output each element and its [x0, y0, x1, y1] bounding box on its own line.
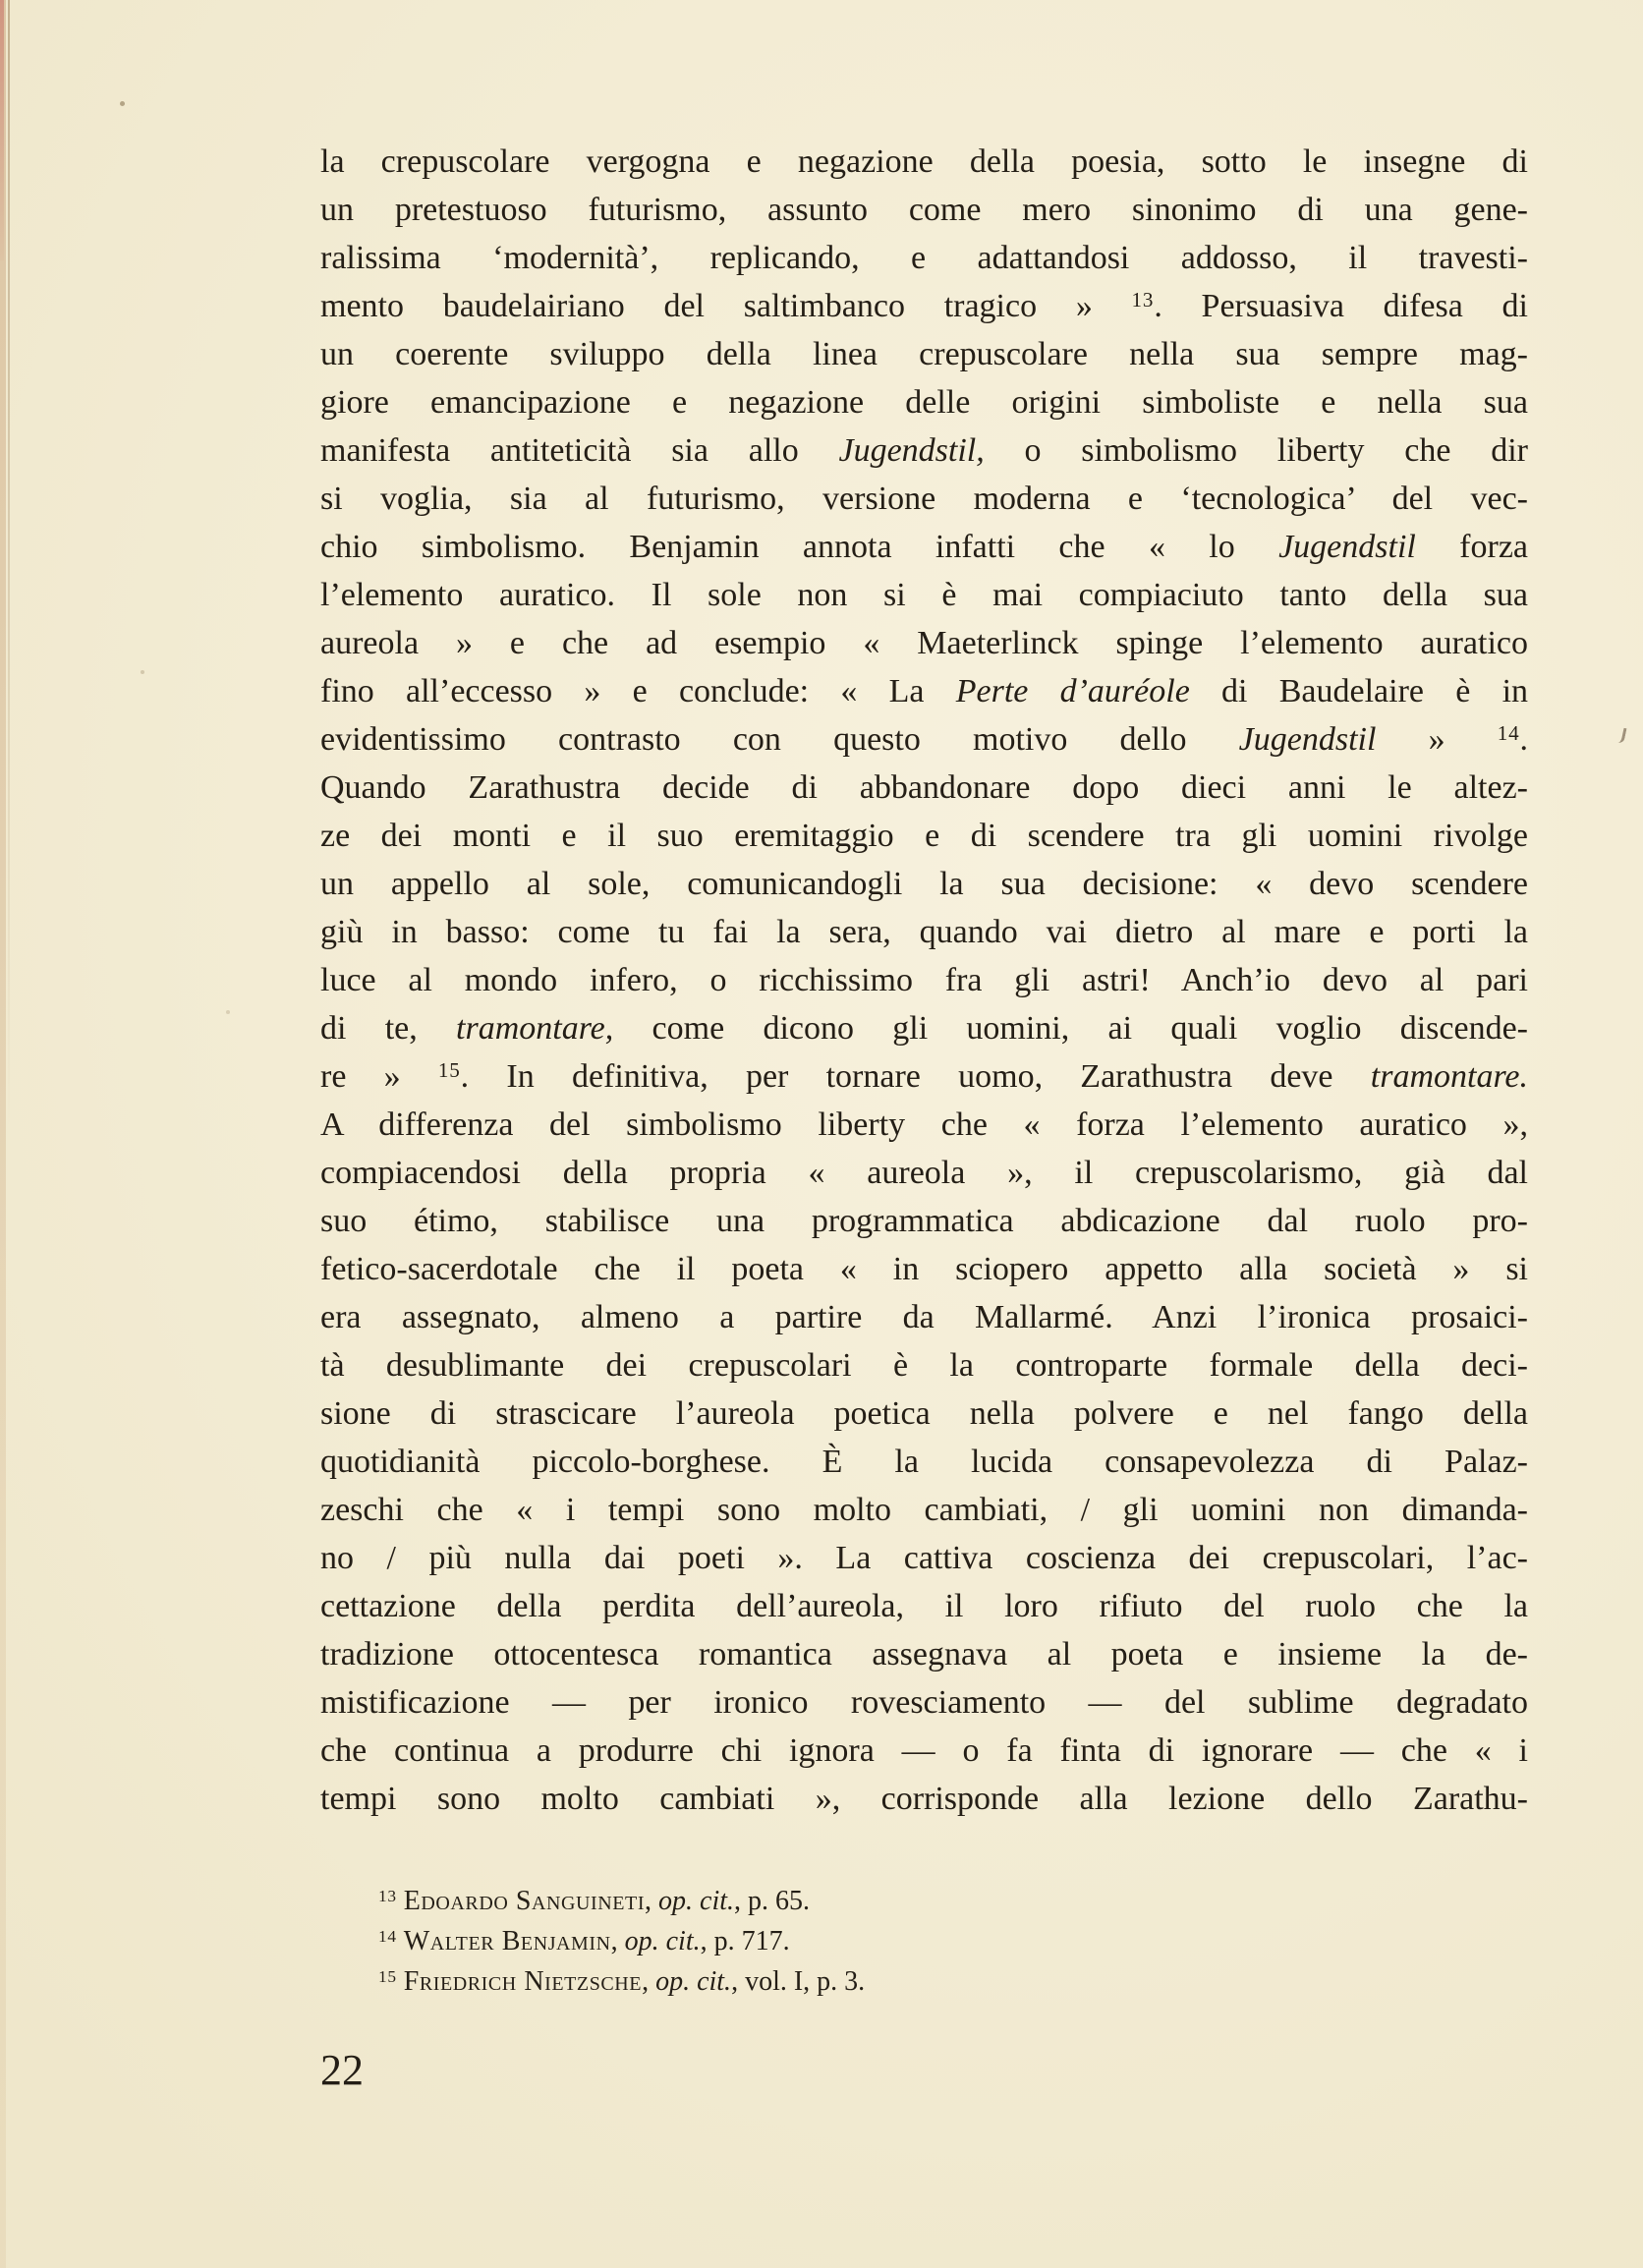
footnote: $^{13}$ Edoardo Sanguineti, op. cit., p. 65. [378, 1886, 811, 1916]
text-line: l’elemento auratico. Il sole non si è mai compiaciuto tanto della sua [320, 577, 1528, 613]
dust-speck [120, 101, 125, 106]
text-line: suo étimo, stabilisce una programmatica abdicazione dal ruolo pro- [320, 1203, 1528, 1239]
text-line: tà desublimante dei crepuscolari è la controparte formale della deci- [320, 1347, 1528, 1384]
page-gutter-line [8, 0, 10, 1130]
text-line: un appello al sole, comunicandogli la sua decisione: « devo scendere [320, 866, 1528, 902]
text-line: aureola » e che ad esempio « Maeterlinck spinge l’elemento auratico [320, 625, 1528, 661]
text-line: tempi sono molto cambiati », corrisponde alla lezione dello Zarathu- [320, 1781, 1528, 1817]
page-number: 22 [320, 2046, 364, 2094]
text-line: di te, tramontare, come dicono gli uomini, ai quali voglio discende- [320, 1010, 1529, 1047]
footnote: $^{15}$ Friedrich Nietzsche, op. cit., vol. I, p. 3. [378, 1966, 866, 1997]
footnote: $^{14}$ Walter Benjamin, op. cit., p. 717. [378, 1926, 790, 1956]
scan-red-edge-mark [0, 0, 4, 260]
text-line: mistificazione — per ironico rovesciamento — del sublime degradato [320, 1684, 1528, 1721]
text-line: manifesta antiteticità sia allo Jugendstil, o simbolismo liberty che dir [320, 432, 1528, 469]
dust-speck [226, 1010, 230, 1014]
text-line: evidentissimo contrasto con questo motivo dello Jugendstil » $^{14}$. [320, 720, 1529, 758]
text-line: ralissima ‘modernità’, replicando, e adattandosi addosso, il travesti- [320, 240, 1528, 276]
text-line: sione di strascicare l’aureola poetica nella polvere e nel fango della [320, 1395, 1528, 1432]
text-line: cettazione della perdita dell’aureola, il loro rifiuto del ruolo che la [320, 1588, 1528, 1624]
text-line: la crepuscolare vergogna e negazione della poesia, sotto le insegne di [320, 143, 1528, 180]
text-line: giore emancipazione e negazione delle origini simboliste e nella sua [320, 384, 1528, 421]
text-line: no / più nulla dai poeti ». La cattiva coscienza dei crepuscolari, l’ac- [320, 1540, 1528, 1576]
text-line: era assegnato, almeno a partire da Mallarmé. Anzi l’ironica prosaici- [320, 1299, 1528, 1335]
text-line: Quando Zarathustra decide di abbandonare dopo dieci anni le altez- [320, 769, 1528, 806]
text-line: compiacendosi della propria « aureola », il crepuscolarismo, già dal [320, 1155, 1528, 1191]
text-line: si voglia, sia al futurismo, versione moderna e ‘tecnologica’ del vec- [320, 481, 1528, 517]
text-line: un coerente sviluppo della linea crepuscolare nella sua sempre mag- [320, 336, 1528, 372]
text-line: tradizione ottocentesca romantica assegnava al poeta e insieme la de- [320, 1636, 1528, 1673]
text-line: A differenza del simbolismo liberty che « forza l’elemento auratico », [320, 1106, 1528, 1143]
text-line: chio simbolismo. Benjamin annota infatti che « lo Jugendstil forza [320, 529, 1529, 565]
text-line: mento baudelairiano del saltimbanco tragico » $^{13}$. Persuasiva difesa di [320, 287, 1529, 324]
text-line: un pretestuoso futurismo, assunto come mero sinonimo di una gene- [320, 192, 1528, 228]
text-line: luce al mondo infero, o ricchissimo fra gli astri! Anch’io devo al pari [320, 962, 1528, 998]
text-line: quotidianità piccolo-borghese. È la lucida consapevolezza di Palaz- [320, 1444, 1528, 1480]
text-line: ze dei monti e il suo eremitaggio e di scendere tra gli uomini rivolge [320, 818, 1528, 854]
text-line: che continua a produrre chi ignora — o fa finta di ignorare — che « i [320, 1732, 1528, 1769]
scan-edge-artifact [1613, 726, 1626, 744]
footnotes [320, 1883, 1480, 2004]
text-line: re » $^{15}$. In definitiva, per tornare uomo, Zarathustra deve tramontare. [320, 1057, 1529, 1095]
text-line: fino all’eccesso » e conclude: « La Perte d’auréole di Baudelaire è in [320, 673, 1529, 709]
text-line: zeschi che « i tempi sono molto cambiati, / gli uomini non dimanda- [320, 1492, 1528, 1528]
body-text [320, 138, 1528, 1823]
text-line: giù in basso: come tu fai la sera, quando vai dietro al mare e porti la [320, 914, 1528, 950]
text-line: fetico-sacerdotale che il poeta « in sciopero appetto alla società » si [320, 1251, 1528, 1287]
scan-left-edge [0, 0, 6, 2268]
dust-speck [141, 670, 144, 674]
